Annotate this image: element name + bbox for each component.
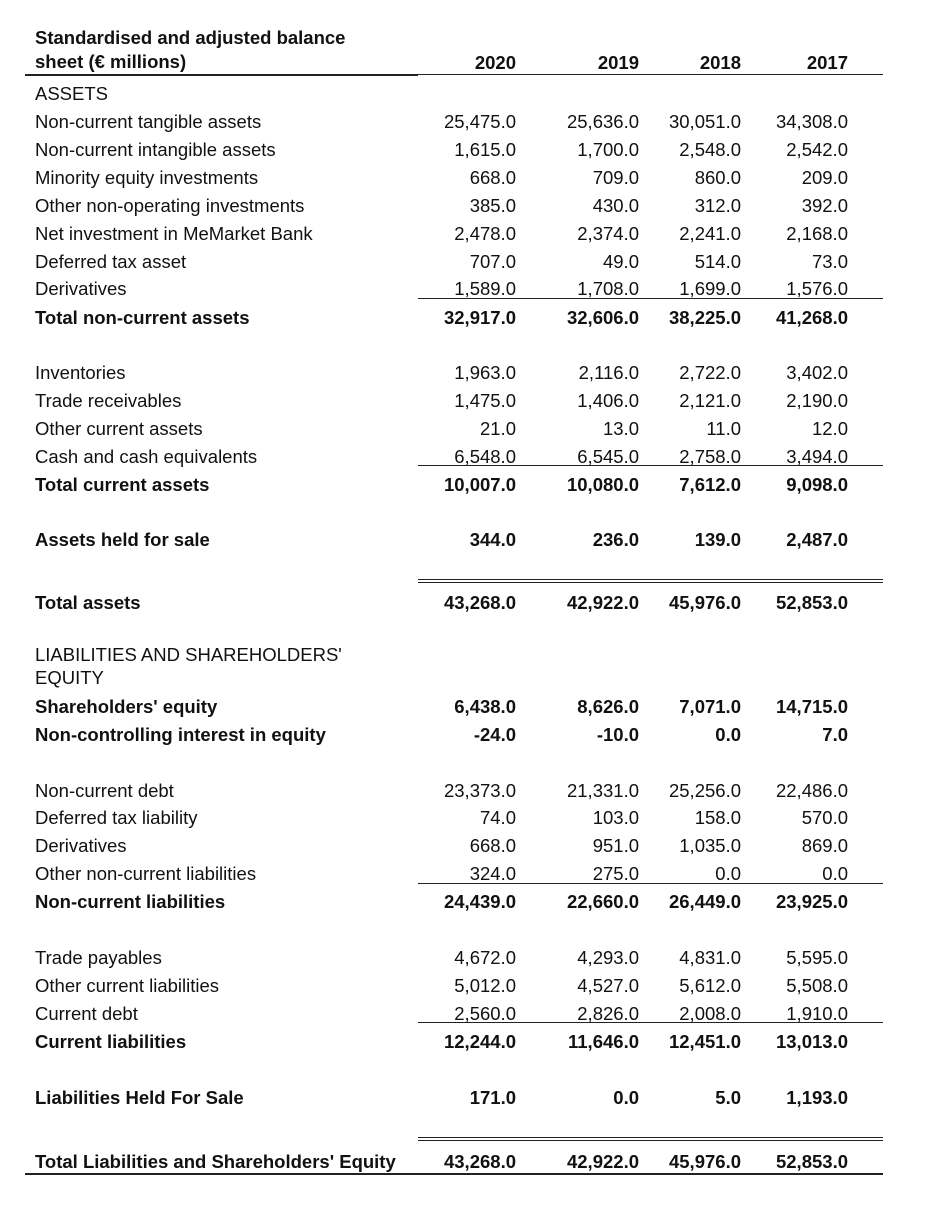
- row-value-2019: 10,080.0: [566, 474, 639, 495]
- row-value-2018: 7,071.0: [679, 696, 741, 717]
- row-value-2020: 24,439.0: [443, 891, 516, 912]
- row-value-2019: 430.0: [592, 195, 639, 216]
- row-value-2020: 6,548.0: [454, 446, 516, 467]
- row-value-2017: 2,168.0: [786, 223, 848, 244]
- row-value-2017: 570.0: [801, 807, 848, 828]
- row-value-2017: 209.0: [801, 167, 848, 188]
- row-value-2018: 12,451.0: [668, 1031, 741, 1052]
- row-value-2018: 2,008.0: [679, 1003, 741, 1024]
- row-value-2017: 1,910.0: [786, 1003, 848, 1024]
- row-label: Current debt: [35, 1003, 138, 1024]
- row-value-2018: 1,035.0: [679, 835, 741, 856]
- row-value-2018: 38,225.0: [668, 307, 741, 328]
- row-value-2018: 0.0: [715, 863, 741, 884]
- row-value-2018: 860.0: [694, 167, 741, 188]
- row-value-2020: -24.0: [473, 724, 516, 745]
- row-value-2018: 25,256.0: [668, 780, 741, 801]
- row-value-2018: 2,758.0: [679, 446, 741, 467]
- row-value-2019: 236.0: [592, 529, 639, 550]
- table-title-line2: sheet (€ millions): [35, 51, 187, 72]
- row-value-2019: 32,606.0: [566, 307, 639, 328]
- row-value-2020: 668.0: [469, 167, 516, 188]
- year-header-2018: 2018: [699, 52, 741, 73]
- row-value-2019: 25,636.0: [566, 111, 639, 132]
- row-value-2017: 7.0: [822, 724, 848, 745]
- row-value-2019: 2,826.0: [577, 1003, 639, 1024]
- row-label: Cash and cash equivalents: [35, 446, 258, 467]
- row-label: Deferred tax asset: [35, 251, 187, 272]
- row-value-2018: 2,121.0: [679, 390, 741, 411]
- row-label: Inventories: [35, 362, 126, 383]
- row-value-2020: 2,560.0: [454, 1003, 516, 1024]
- row-value-2020: 1,615.0: [454, 139, 516, 160]
- row-value-2018: 7,612.0: [679, 474, 741, 495]
- row-value-2017: 73.0: [811, 251, 848, 272]
- row-value-2018: 2,241.0: [679, 223, 741, 244]
- row-value-2018: 45,976.0: [668, 592, 741, 613]
- row-label: Total non-current assets: [35, 307, 250, 328]
- row-value-2019: 42,922.0: [566, 592, 639, 613]
- row-value-2020: 43,268.0: [443, 1151, 516, 1172]
- row-value-2017: 12.0: [811, 418, 848, 439]
- row-value-2017: 1,193.0: [786, 1087, 848, 1108]
- row-value-2017: 2,542.0: [786, 139, 848, 160]
- row-value-2018: 26,449.0: [668, 891, 741, 912]
- row-label: Non-current intangible assets: [35, 139, 276, 160]
- row-value-2020: 707.0: [469, 251, 516, 272]
- row-value-2017: 52,853.0: [775, 1151, 848, 1172]
- row-value-2017: 13,013.0: [775, 1031, 848, 1052]
- row-label: Non-current liabilities: [35, 891, 226, 912]
- row-value-2020: 32,917.0: [443, 307, 516, 328]
- row-value-2020: 385.0: [469, 195, 516, 216]
- row-value-2019: 2,374.0: [577, 223, 639, 244]
- table-title-line1: Standardised and adjusted balance: [35, 27, 346, 48]
- rule-total-liabilities-top2: [418, 1140, 883, 1141]
- row-value-2017: 1,576.0: [786, 278, 848, 299]
- row-label: Shareholders' equity: [35, 696, 218, 717]
- row-value-2018: 139.0: [694, 529, 741, 550]
- row-value-2017: 3,494.0: [786, 446, 848, 467]
- row-value-2017: 869.0: [801, 835, 848, 856]
- row-label: Total Liabilities and Shareholders' Equity: [35, 1151, 396, 1172]
- rule-noncurrent-assets: [418, 298, 883, 299]
- row-value-2017: 5,595.0: [786, 947, 848, 968]
- row-label: Derivatives: [35, 835, 127, 856]
- rule-current-assets: [418, 465, 883, 466]
- row-value-2017: 2,487.0: [786, 529, 848, 550]
- rule-bottom: [25, 1173, 883, 1175]
- row-value-2019: 21,331.0: [566, 780, 639, 801]
- row-value-2020: 6,438.0: [454, 696, 516, 717]
- row-value-2019: 1,708.0: [577, 278, 639, 299]
- row-label: Trade payables: [35, 947, 162, 968]
- row-value-2018: 2,548.0: [679, 139, 741, 160]
- row-value-2020: 171.0: [469, 1087, 516, 1108]
- row-value-2019: -10.0: [596, 724, 639, 745]
- row-value-2017: 22,486.0: [775, 780, 848, 801]
- header-rule-label: [25, 74, 418, 76]
- year-header-2017: 2017: [806, 52, 848, 73]
- row-value-2017: 14,715.0: [775, 696, 848, 717]
- row-value-2019: 103.0: [592, 807, 639, 828]
- rule-total-liabilities-top1: [418, 1137, 883, 1138]
- row-label: Other non-current liabilities: [35, 863, 257, 884]
- rule-noncurrent-liabilities: [418, 883, 883, 884]
- row-value-2019: 1,406.0: [577, 390, 639, 411]
- row-label: Deferred tax liability: [35, 807, 198, 828]
- row-label: Other current liabilities: [35, 975, 220, 996]
- row-label: Liabilities Held For Sale: [35, 1087, 244, 1108]
- row-label: Other non-operating investments: [35, 195, 305, 216]
- row-value-2018: 5.0: [715, 1087, 741, 1108]
- row-value-2017: 34,308.0: [775, 111, 848, 132]
- row-value-2019: 22,660.0: [566, 891, 639, 912]
- row-value-2020: 25,475.0: [443, 111, 516, 132]
- rule-total-assets-top1: [418, 579, 883, 580]
- row-value-2020: 5,012.0: [454, 975, 516, 996]
- row-value-2017: 23,925.0: [775, 891, 848, 912]
- row-value-2019: 13.0: [602, 418, 639, 439]
- row-value-2020: 1,475.0: [454, 390, 516, 411]
- row-value-2018: 5,612.0: [679, 975, 741, 996]
- row-value-2017: 392.0: [801, 195, 848, 216]
- row-label: Other current assets: [35, 418, 203, 439]
- row-value-2019: 11,646.0: [568, 1031, 639, 1052]
- row-label: Non-controlling interest in equity: [35, 724, 326, 745]
- row-value-2020: 74.0: [479, 807, 516, 828]
- row-value-2017: 5,508.0: [786, 975, 848, 996]
- row-value-2019: 6,545.0: [577, 446, 639, 467]
- row-value-2020: 324.0: [469, 863, 516, 884]
- row-value-2018: 4,831.0: [679, 947, 741, 968]
- section-liabilities-line2: EQUITY: [35, 667, 104, 688]
- row-value-2020: 344.0: [469, 529, 516, 550]
- row-value-2019: 2,116.0: [578, 362, 639, 383]
- row-value-2020: 1,589.0: [454, 278, 516, 299]
- year-header-2019: 2019: [597, 52, 639, 73]
- row-value-2018: 11.0: [706, 418, 741, 439]
- row-value-2017: 0.0: [822, 863, 848, 884]
- rule-total-assets-top2: [418, 582, 883, 583]
- row-value-2019: 709.0: [592, 167, 639, 188]
- row-value-2019: 4,527.0: [577, 975, 639, 996]
- row-value-2020: 668.0: [469, 835, 516, 856]
- row-label: Assets held for sale: [35, 529, 210, 550]
- row-label: Trade receivables: [35, 390, 182, 411]
- row-value-2020: 2,478.0: [454, 223, 516, 244]
- row-label: Total assets: [35, 592, 141, 613]
- row-value-2018: 312.0: [694, 195, 741, 216]
- row-label: Non-current debt: [35, 780, 174, 801]
- row-label: Non-current tangible assets: [35, 111, 262, 132]
- row-value-2019: 951.0: [592, 835, 639, 856]
- row-value-2018: 0.0: [715, 724, 741, 745]
- row-value-2017: 9,098.0: [786, 474, 848, 495]
- header-rule-values: [418, 74, 883, 75]
- row-value-2020: 12,244.0: [443, 1031, 516, 1052]
- row-value-2018: 30,051.0: [668, 111, 741, 132]
- row-value-2017: 52,853.0: [775, 592, 848, 613]
- row-label: Minority equity investments: [35, 167, 259, 188]
- row-value-2018: 45,976.0: [668, 1151, 741, 1172]
- row-label: Net investment in MeMarket Bank: [35, 223, 313, 244]
- row-label: Total current assets: [35, 474, 210, 495]
- row-value-2019: 275.0: [592, 863, 639, 884]
- year-header-2020: 2020: [474, 52, 516, 73]
- row-value-2020: 21.0: [479, 418, 516, 439]
- row-value-2019: 1,700.0: [577, 139, 639, 160]
- row-value-2019: 8,626.0: [577, 696, 639, 717]
- row-value-2017: 3,402.0: [786, 362, 848, 383]
- row-value-2020: 23,373.0: [443, 780, 516, 801]
- row-value-2019: 42,922.0: [566, 1151, 639, 1172]
- row-value-2019: 4,293.0: [577, 947, 639, 968]
- row-label: Derivatives: [35, 278, 127, 299]
- row-value-2019: 0.0: [613, 1087, 639, 1108]
- row-value-2017: 2,190.0: [786, 390, 848, 411]
- row-value-2018: 158.0: [694, 807, 741, 828]
- row-value-2020: 4,672.0: [454, 947, 516, 968]
- row-value-2017: 41,268.0: [775, 307, 848, 328]
- row-value-2020: 10,007.0: [443, 474, 516, 495]
- rule-current-liabilities: [418, 1022, 883, 1023]
- row-value-2020: 43,268.0: [443, 592, 516, 613]
- row-value-2018: 1,699.0: [679, 278, 741, 299]
- section-assets: ASSETS: [35, 83, 108, 104]
- row-value-2020: 1,963.0: [454, 362, 516, 383]
- row-value-2018: 2,722.0: [679, 362, 741, 383]
- row-label: Current liabilities: [35, 1031, 187, 1052]
- section-liabilities-line1: LIABILITIES AND SHAREHOLDERS': [35, 644, 342, 665]
- row-value-2019: 49.0: [602, 251, 639, 272]
- row-value-2018: 514.0: [694, 251, 741, 272]
